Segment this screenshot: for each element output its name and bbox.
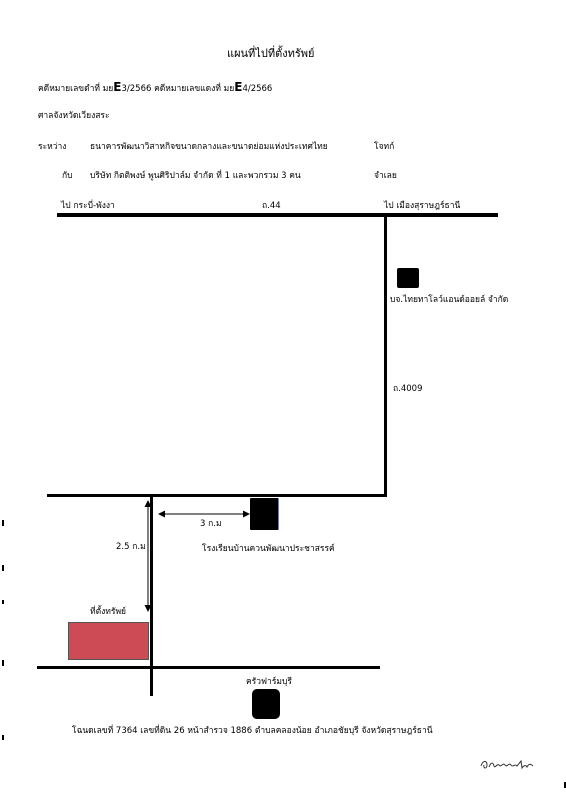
company-building-icon bbox=[397, 268, 419, 288]
plaintiff-name: ธนาคารพัฒนาวิสาหกิจขนาดกลางและขนาดย่อมแห่งประเทศไทย bbox=[90, 142, 328, 152]
case-red-number: 4/2566 bbox=[242, 84, 273, 94]
middle-road bbox=[47, 494, 386, 497]
road-side-label: ถ.4009 bbox=[393, 384, 423, 394]
case-black-label: คดีหมายเลขดำที่ มย bbox=[38, 84, 114, 94]
court-name: ศาลจังหวัดเวียงสระ bbox=[38, 111, 110, 121]
case-numbers bbox=[38, 81, 272, 94]
defendant-role: จำเลย bbox=[374, 171, 397, 181]
scan-edge-mark bbox=[2, 660, 4, 666]
case-red-code: E bbox=[234, 80, 243, 94]
property-parcel bbox=[68, 622, 149, 660]
case-black-number: 3/2566 bbox=[121, 84, 152, 94]
bottom-road bbox=[37, 666, 380, 669]
scan-edge-mark bbox=[2, 600, 4, 604]
farm-label: ครัวฟาร์มบุรี bbox=[246, 677, 292, 687]
scan-edge-mark bbox=[2, 565, 4, 571]
scan-edge-mark bbox=[2, 520, 4, 526]
scan-edge-mark bbox=[2, 735, 4, 740]
signature-mark bbox=[479, 757, 537, 771]
property-label: ที่ตั้งทรัพย์ bbox=[90, 607, 127, 617]
school-label: โรงเรียนบ้านควนพัฒนาประชาสรรค์ bbox=[202, 544, 335, 554]
defendant-name: บริษัท กิตติพงษ์ พูนศิริปาล์ม จำกัด ที่ 1 และพวกรวม 3 คน bbox=[90, 171, 301, 181]
side-road bbox=[384, 216, 387, 497]
direction-right-label: ไป เมืองสุราษฎร์ธานี bbox=[384, 201, 461, 211]
page-title: แผนที่ไปที่ตั้งทรัพย์ bbox=[227, 47, 315, 60]
distance-horizontal-label: 3 ก.ม bbox=[200, 519, 222, 529]
distance-vertical-label: 2.5 ก.ม bbox=[116, 542, 146, 552]
distance-vertical-arrow bbox=[143, 500, 153, 612]
distance-horizontal-arrow bbox=[158, 509, 250, 519]
case-red-label: คดีหมายเลขแดงที่ มย bbox=[154, 84, 235, 94]
plaintiff-role: โจทก์ bbox=[374, 142, 395, 152]
school-building-icon bbox=[250, 498, 279, 530]
land-title-text: โฉนดเลขที่ 7364 เลขที่ดิน 26 หน้าสำรวจ 1886 ตำบลคลองน้อย อำเภอชัยบุรี จังหวัดสุราษฎร์ธานี bbox=[72, 726, 433, 736]
main-road bbox=[57, 213, 498, 217]
road-main-label: ถ.44 bbox=[262, 201, 281, 211]
with-label: กับ bbox=[62, 171, 73, 181]
between-label: ระหว่าง bbox=[38, 142, 67, 152]
company-label: บจ.ไทยทาโลว์แอนด์ออยล์ จำกัด bbox=[390, 295, 509, 305]
case-black-code: E bbox=[113, 80, 122, 94]
direction-left-label: ไป กระบี่-พังงา bbox=[61, 201, 115, 211]
farm-building-icon bbox=[252, 689, 280, 719]
